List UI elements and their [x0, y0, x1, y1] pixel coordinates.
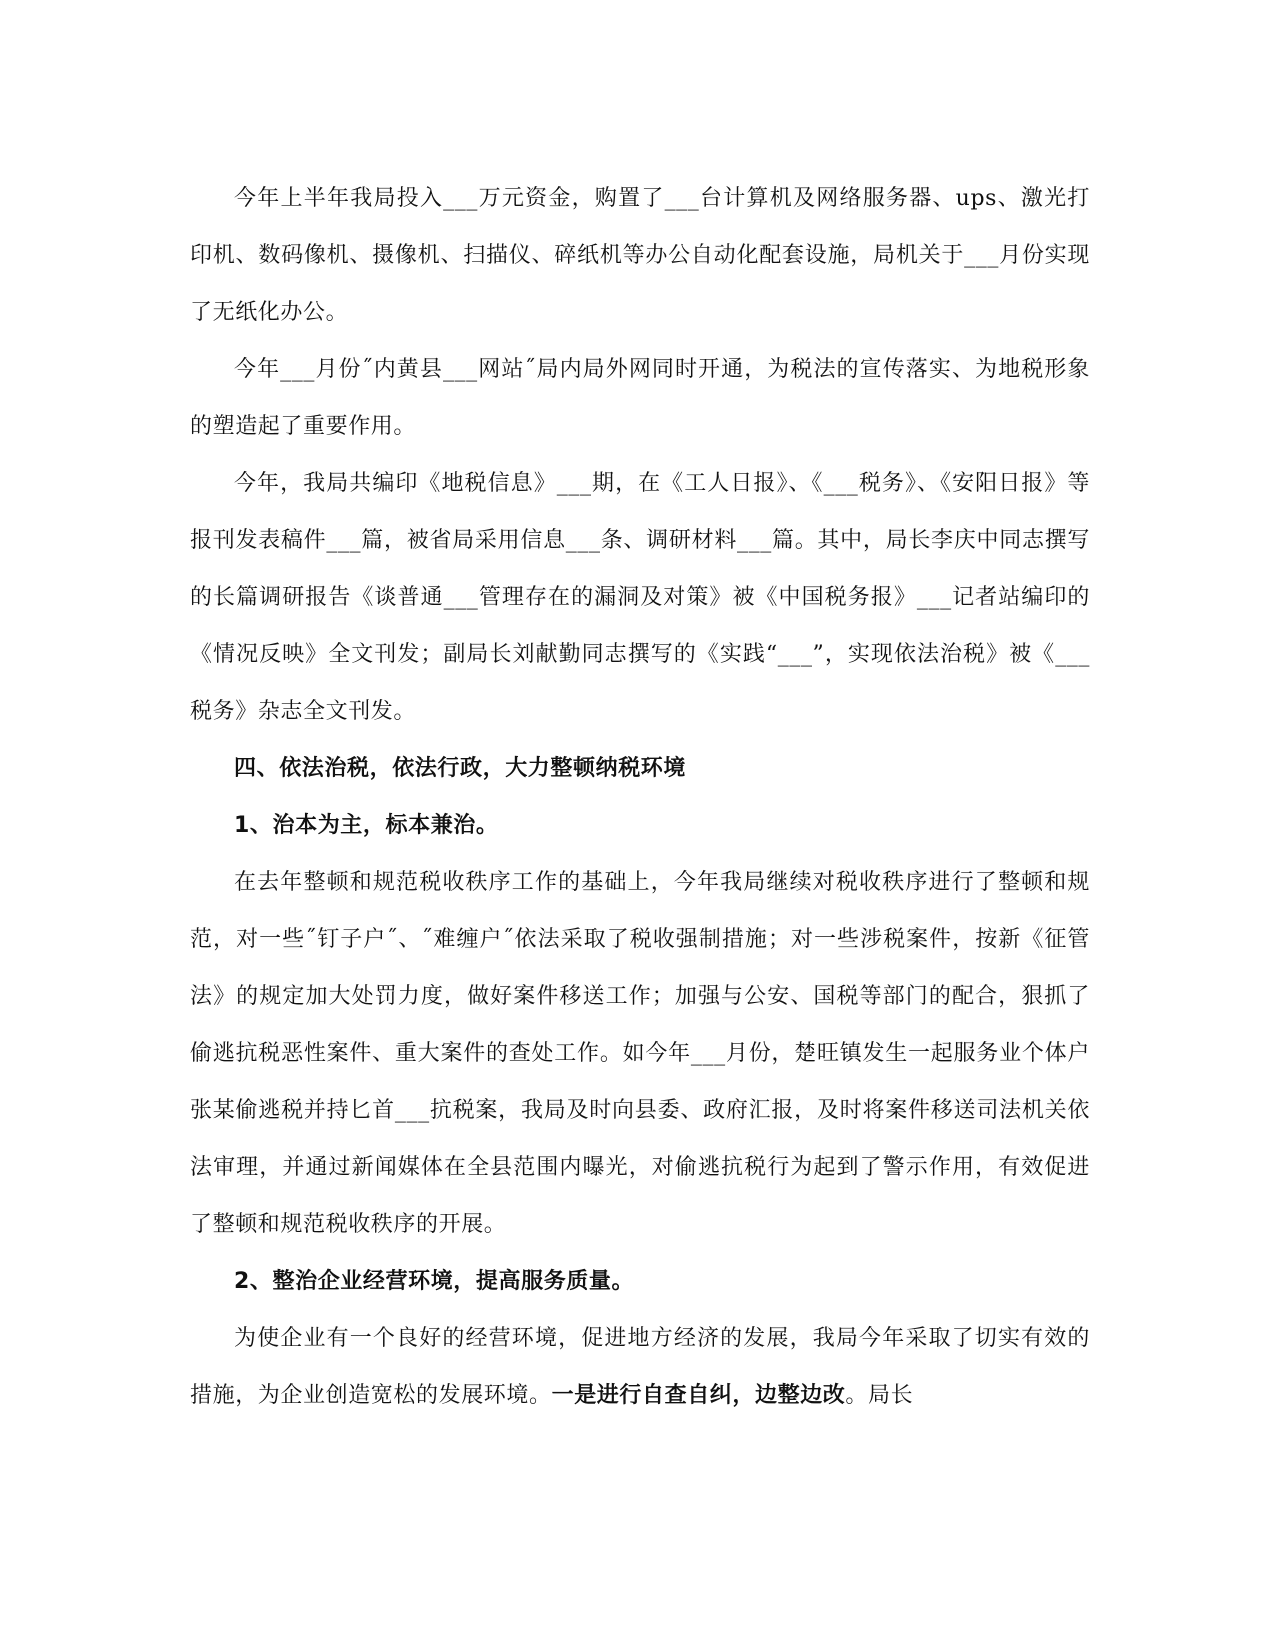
paragraph-business-environment	[190, 1310, 1090, 1424]
section-heading-four: 四、依法治税，依法行政，大力整顿纳税环境	[234, 756, 687, 781]
paragraph-text-end: 。局长	[845, 1383, 914, 1408]
paragraph-office-automation: 今年上半年我局投入___万元资金，购置了___台计算机及网络服务器、ups、激光打印机、数码像机、摄像机、扫描仪、碎纸机等办公自动化配套设施，局机关于___月份实现了无纸化办公。	[190, 186, 1090, 325]
document-body	[190, 170, 1090, 1424]
paragraph-website-launch: 今年___月份˝内黄县___网站˝局内局外网同时开通，为税法的宣传落实、为地税形象的塑造起了重要作用。	[190, 357, 1090, 439]
subheading-two: 2、整治企业经营环境，提高服务质量。	[234, 1269, 635, 1294]
subheading-one: 1、治本为主，标本兼治。	[234, 813, 499, 838]
paragraph-text-start: 为使企业有一个良好的经营环境，促进地方经济的发展，我局今年采取了切实有效的措施，为企业创造宽松的发展环境。	[190, 1326, 1090, 1408]
paragraph-publications: 今年，我局共编印《地税信息》___期，在《工人日报》、《___税务》、《安阳日报》等报刊发表稿件___篇，被省局采用信息___条、调研材料___篇。其中，局长李庆中同志撰写的长篇调研报告《谈普通___管理存在的漏洞及对策》被《中国税务报》___记者站编印的《情况反映》全文刊发；副局长刘献勤同志撰写的《实践“___”，实现依法治税》被《___税务》杂志全文刊发。	[190, 471, 1090, 724]
paragraph-bold-phrase: 一是进行自查自纠，边整边改	[551, 1383, 846, 1408]
paragraph-tax-order: 在去年整顿和规范税收秩序工作的基础上，今年我局继续对税收秩序进行了整顿和规范，对一些˝钉子户˝、˝难缠户˝依法采取了税收强制措施；对一些涉税案件，按新《征管法》的规定加大处罚力度，做好案件移送工作；加强与公安、国税等部门的配合，狠抓了偷逃抗税恶性案件、重大案件的查处工作。如今年___月份，楚旺镇发生一起服务业个体户张某偷逃税并持匕首___抗税案，我局及时向县委、政府汇报，及时将案件移送司法机关依法审理，并通过新闻媒体在全县范围内曝光，对偷逃抗税行为起到了警示作用，有效促进了整顿和规范税收秩序的开展。	[190, 870, 1090, 1237]
